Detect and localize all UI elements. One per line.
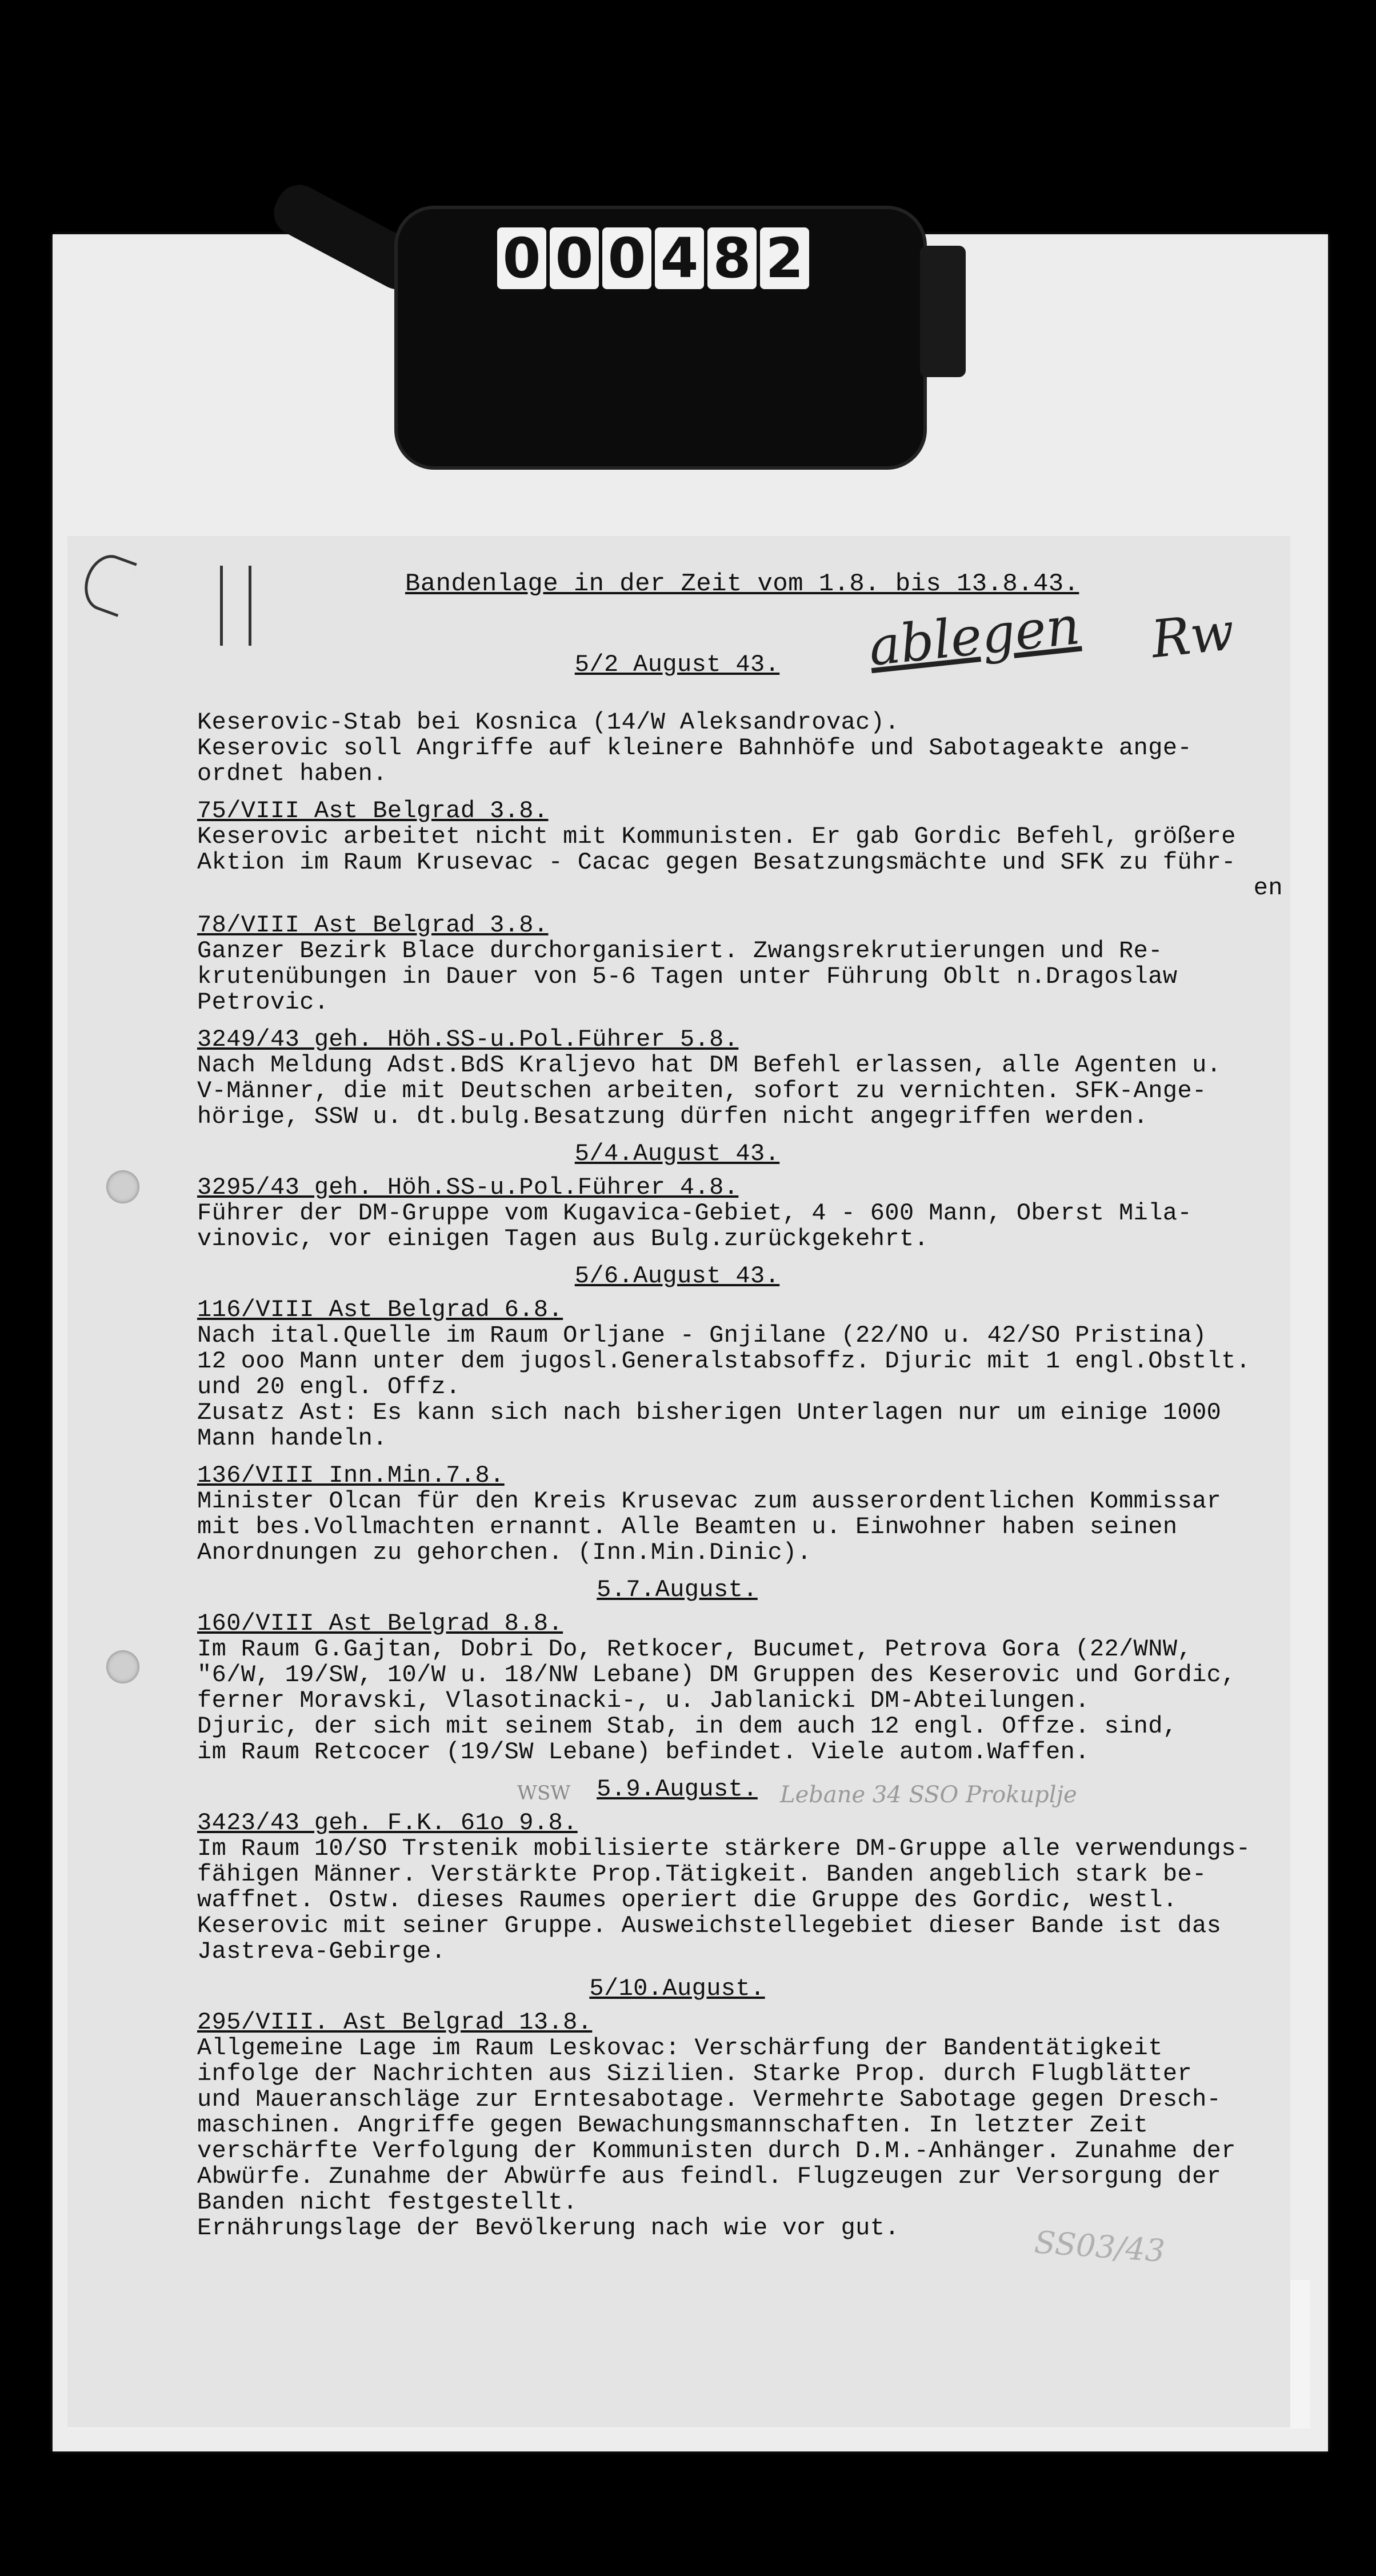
report-entry — [197, 2010, 1283, 2241]
section-date-heading: 5/2 August 43. — [574, 651, 780, 678]
counter-digit: 0 — [497, 227, 546, 289]
entry-text-line: "6/W, 19/SW, 10/W u. 18/NW Lebane) DM Gruppen des Keserovic und Gordic, — [197, 1661, 1236, 1689]
entry-text-line: Im Raum G.Gajtan, Dobri Do, Retkocer, Bucumet, Petrova Gora (22/WNW, — [197, 1635, 1193, 1663]
counter-digit: 0 — [602, 227, 651, 289]
counter-knob — [920, 246, 966, 377]
handwritten-ablegen: ablegen — [866, 594, 1083, 678]
entry-text-line: Führer der DM-Gruppe vom Kugavica-Gebiet, 4 - 600 Mann, Oberst Mila- — [197, 1199, 1193, 1227]
entry-text-line: Allgemeine Lage im Raum Leskovac: Verschärfung der Bandentätigkeit — [197, 2034, 1163, 2062]
section-date-heading: 5/10.August. — [589, 1975, 765, 2002]
entry-text-line: Keserovic mit seiner Gruppe. Ausweichstellegebiet dieser Bande ist das — [197, 1912, 1222, 1939]
entry-text-line: Nach ital.Quelle im Raum Orljane - Gnjilane (22/NO u. 42/SO Pristina) — [197, 1322, 1207, 1349]
entry-text-line: Zusatz Ast: Es kann sich nach bisherigen Unterlagen nur um einige 1000 — [197, 1399, 1222, 1426]
entry-text-line: infolge der Nachrichten aus Sizilien. Starke Prop. durch Flugblätter — [197, 2060, 1193, 2087]
counter-digit: 2 — [760, 227, 809, 289]
counter-digit: 4 — [655, 227, 704, 289]
entry-text-line: mit bes.Vollmachten ernannt. Alle Beamten u. Einwohner haben seinen — [197, 1513, 1178, 1541]
counter-digit: 0 — [550, 227, 599, 289]
entry-text-line: verschärfte Verfolgung der Kommunisten durch D.M.-Anhänger. Zunahme der — [197, 2137, 1236, 2165]
entry-reference: 136/VIII Inn.Min.7.8. — [197, 1462, 505, 1489]
entry-text-line: en — [1253, 874, 1283, 902]
entry-text-line: ferner Moravski, Vlasotinacki-, u. Jablanicki DM-Abteilungen. — [197, 1687, 1090, 1714]
entry-text-line: hörige, SSW u. dt.bulg.Besatzung dürfen nicht angegriffen werden. — [197, 1103, 1149, 1130]
entry-reference: 78/VIII Ast Belgrad 3.8. — [197, 911, 549, 939]
entry-text-line: 12 ooo Mann unter dem jugosl.Generalstabsoffz. Djuric mit 1 engl.Obstlt. — [197, 1347, 1251, 1375]
entry-reference: 3249/43 geh. Höh.SS-u.Pol.Führer 5.8. — [197, 1026, 739, 1053]
entry-text-line: V-Männer, die mit Deutschen arbeiten, sofort zu vernichten. SFK-Ange- — [197, 1077, 1207, 1105]
entry-text-line: Anordnungen zu gehorchen. (Inn.Min.Dinic). — [197, 1539, 812, 1566]
entry-text-line: und 20 engl. Offz. — [197, 1373, 461, 1401]
entry-text-line: Keserovic soll Angriffe auf kleinere Bahnhöfe und Sabotageakte ange- — [197, 734, 1193, 762]
report-section — [197, 1141, 1283, 1252]
entry-text-line: Nach Meldung Adst.BdS Kraljevo hat DM Befehl erlassen, alle Agenten u. — [197, 1051, 1222, 1079]
report-entry — [197, 1297, 1283, 1451]
entry-text-line: Ernährungslage der Bevölkerung nach wie vor gut. — [197, 2214, 899, 2242]
report-entry — [197, 1175, 1283, 1252]
entry-text-line: Petrovic. — [197, 989, 329, 1016]
entry-text-line: Banden nicht festgestellt. — [197, 2189, 578, 2216]
entry-text-line: und Maueranschläge zur Erntesabotage. Vermehrte Sabotage gegen Dresch- — [197, 2086, 1222, 2113]
punch-hole — [106, 1170, 139, 1203]
typed-report — [197, 571, 1283, 2253]
report-section — [197, 652, 1283, 1130]
entry-text-line: Mann handeln. — [197, 1425, 387, 1452]
entry-text-line: Minister Olcan für den Kreis Krusevac zum ausserordentlichen Kommissar — [197, 1487, 1222, 1515]
report-section — [197, 1577, 1283, 1765]
section-date-heading: 5.7.August. — [597, 1576, 758, 1603]
handwritten-initials: Rw — [1148, 601, 1237, 670]
entry-text-line: Aktion im Raum Krusevac - Cacac gegen Besatzungsmächte und SFK zu führ- — [197, 849, 1236, 876]
entry-text-line: Im Raum 10/SO Trstenik mobilisierte stärkere DM-Gruppe alle verwendungs- — [197, 1835, 1251, 1862]
report-entry — [197, 710, 1283, 787]
report-section — [197, 1263, 1283, 1566]
handwritten-corner-note: SS03/43 — [1033, 2224, 1166, 2269]
report-entry — [197, 1611, 1283, 1765]
report-entry — [197, 1027, 1283, 1130]
report-section — [197, 1976, 1283, 2241]
entry-text-line: waffnet. Ostw. dieses Raumes operiert die Gruppe des Gordic, westl. — [197, 1886, 1178, 1914]
entry-text-line: Djuric, der sich mit seinem Stab, in dem auch 12 engl. Offze. sind, — [197, 1713, 1178, 1740]
entry-text-line: im Raum Retcocer (19/SW Lebane) befindet. Viele autom.Waffen. — [197, 1738, 1090, 1766]
entry-text-line: krutenübungen in Dauer von 5-6 Tagen unter Führung Oblt n.Dragoslaw — [197, 963, 1178, 990]
counter-digit: 8 — [707, 227, 757, 289]
report-sections — [197, 652, 1283, 2241]
entry-reference: 160/VIII Ast Belgrad 8.8. — [197, 1610, 563, 1637]
report-entry — [197, 1463, 1283, 1566]
entry-reference: 295/VIII. Ast Belgrad 13.8. — [197, 2009, 593, 2036]
report-entry — [197, 1810, 1283, 1965]
report-section — [197, 1777, 1283, 1965]
entry-reference: 3423/43 geh. F.K. 61o 9.8. — [197, 1809, 578, 1837]
report-entry — [197, 913, 1283, 1015]
report-entry — [197, 798, 1283, 901]
entry-text-line: Jastreva-Gebirge. — [197, 1938, 446, 1965]
punch-hole — [106, 1650, 139, 1683]
entry-text-line: maschinen. Angriffe gegen Bewachungsmannschaften. In letzter Zeit — [197, 2111, 1149, 2139]
frame-counter-digits — [497, 227, 809, 289]
entry-text-line: Abwürfe. Zunahme der Abwürfe aus feindl. Flugzeugen zur Versorgung der — [197, 2163, 1222, 2190]
entry-text-line: Keserovic-Stab bei Kosnica (14/W Aleksandrovac). — [197, 709, 899, 736]
handwritten-wsw-note: WSW — [517, 1782, 571, 1805]
entry-text-line: Keserovic arbeitet nicht mit Kommunisten. Er gab Gordic Befehl, größere — [197, 823, 1236, 850]
section-date-heading: 5/6.August 43. — [574, 1262, 780, 1290]
entry-text-line: Ganzer Bezirk Blace durchorganisiert. Zwangsrekrutierungen und Re- — [197, 937, 1163, 965]
entry-text-line: vinovic, vor einigen Tagen aus Bulg.zurückgekehrt. — [197, 1225, 929, 1253]
entry-reference: 116/VIII Ast Belgrad 6.8. — [197, 1296, 563, 1323]
entry-text-line: ordnet haben. — [197, 760, 387, 787]
entry-reference: 75/VIII Ast Belgrad 3.8. — [197, 797, 549, 825]
entry-text-line: fähigen Männer. Verstärkte Prop.Tätigkeit. Banden angeblich stark be- — [197, 1861, 1207, 1888]
handwritten-lebane-note: Lebane 34 SSO Prokuplje — [780, 1782, 1077, 1808]
document-title: Bandenlage in der Zeit vom 1.8. bis 13.8.43. — [405, 570, 1079, 598]
section-date-heading: 5/4.August 43. — [574, 1140, 780, 1167]
section-date-heading: 5.9.August. — [597, 1775, 758, 1803]
entry-reference: 3295/43 geh. Höh.SS-u.Pol.Führer 4.8. — [197, 1174, 739, 1201]
